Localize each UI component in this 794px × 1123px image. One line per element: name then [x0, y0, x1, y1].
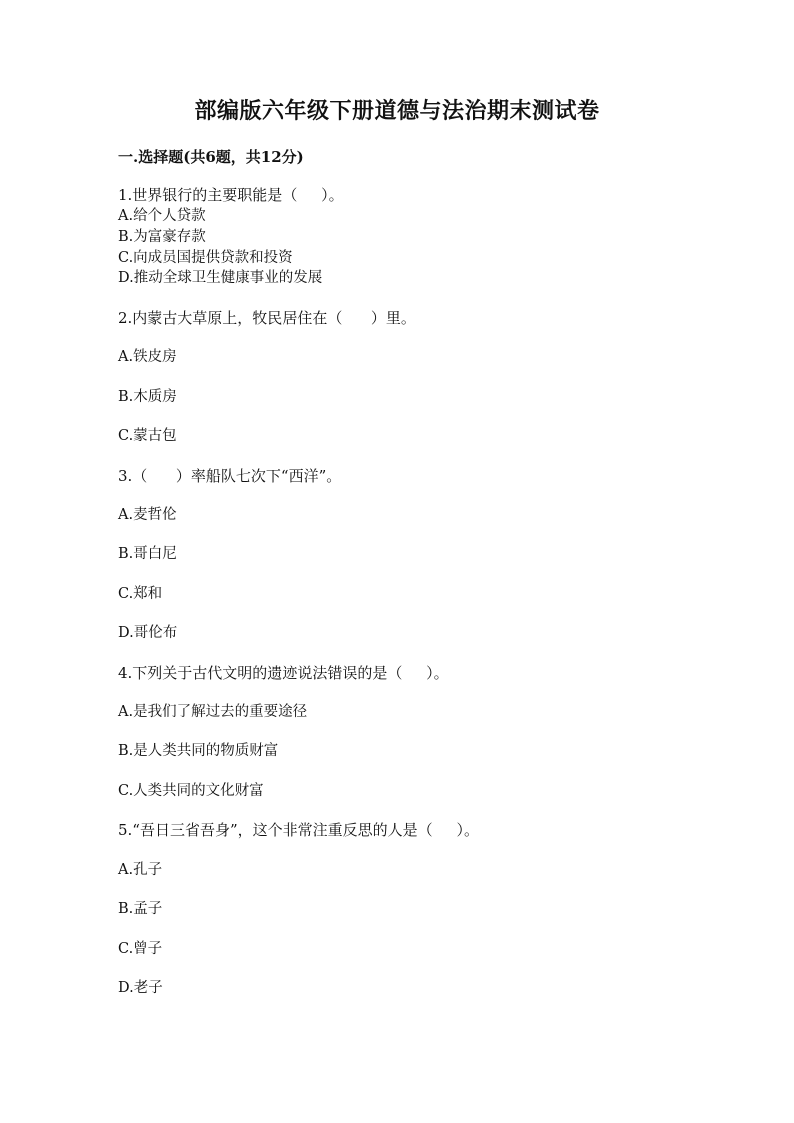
- question-1-option-c: C.向成员国提供贷款和投资: [118, 250, 293, 266]
- question-4-option-c: C.人类共同的文化财富: [118, 783, 264, 799]
- question-1-option-b: B.为富豪存款: [118, 229, 206, 245]
- question-5-option-c: C.曾子: [118, 941, 163, 957]
- question-4-option-b: B.是人类共同的物质财富: [118, 743, 279, 759]
- question-2-option-b: B.木质房: [118, 389, 177, 405]
- question-2-stem: 2.内蒙古大草原上，牧民居住在（ ）里。: [118, 309, 416, 327]
- question-2-option-c: C.蒙古包: [118, 428, 177, 444]
- exam-title: 部编版六年级下册道德与法治期末测试卷: [194, 98, 600, 124]
- question-1-option-a: A.给个人贷款: [118, 208, 206, 224]
- question-1-option-d: D.推动全球卫生健康事业的发展: [118, 270, 323, 286]
- question-5-stem: 5.“吾日三省吾身”，这个非常注重反思的人是（ ）。: [118, 821, 479, 839]
- question-4-stem: 4.下列关于古代文明的遗迹说法错误的是（ ）。: [118, 664, 449, 682]
- question-5-option-a: A.孔子: [118, 862, 163, 878]
- question-3-option-d: D.哥伦布: [118, 625, 178, 641]
- question-3-stem: 3.（ ）率船队七次下“西洋”。: [118, 467, 342, 485]
- question-3-option-c: C.郑和: [118, 586, 163, 602]
- question-5-option-d: D.老子: [118, 980, 163, 996]
- question-2-option-a: A.铁皮房: [118, 349, 177, 365]
- question-5-option-b: B.孟子: [118, 901, 163, 917]
- question-3-option-a: A.麦哲伦: [118, 507, 177, 523]
- question-3-option-b: B.哥白尼: [118, 546, 177, 562]
- question-1-stem: 1.世界银行的主要职能是（ ）。: [118, 186, 344, 204]
- question-4-option-a: A.是我们了解过去的重要途径: [118, 704, 308, 720]
- section-heading: 一.选择题(共6题，共12分): [118, 148, 304, 166]
